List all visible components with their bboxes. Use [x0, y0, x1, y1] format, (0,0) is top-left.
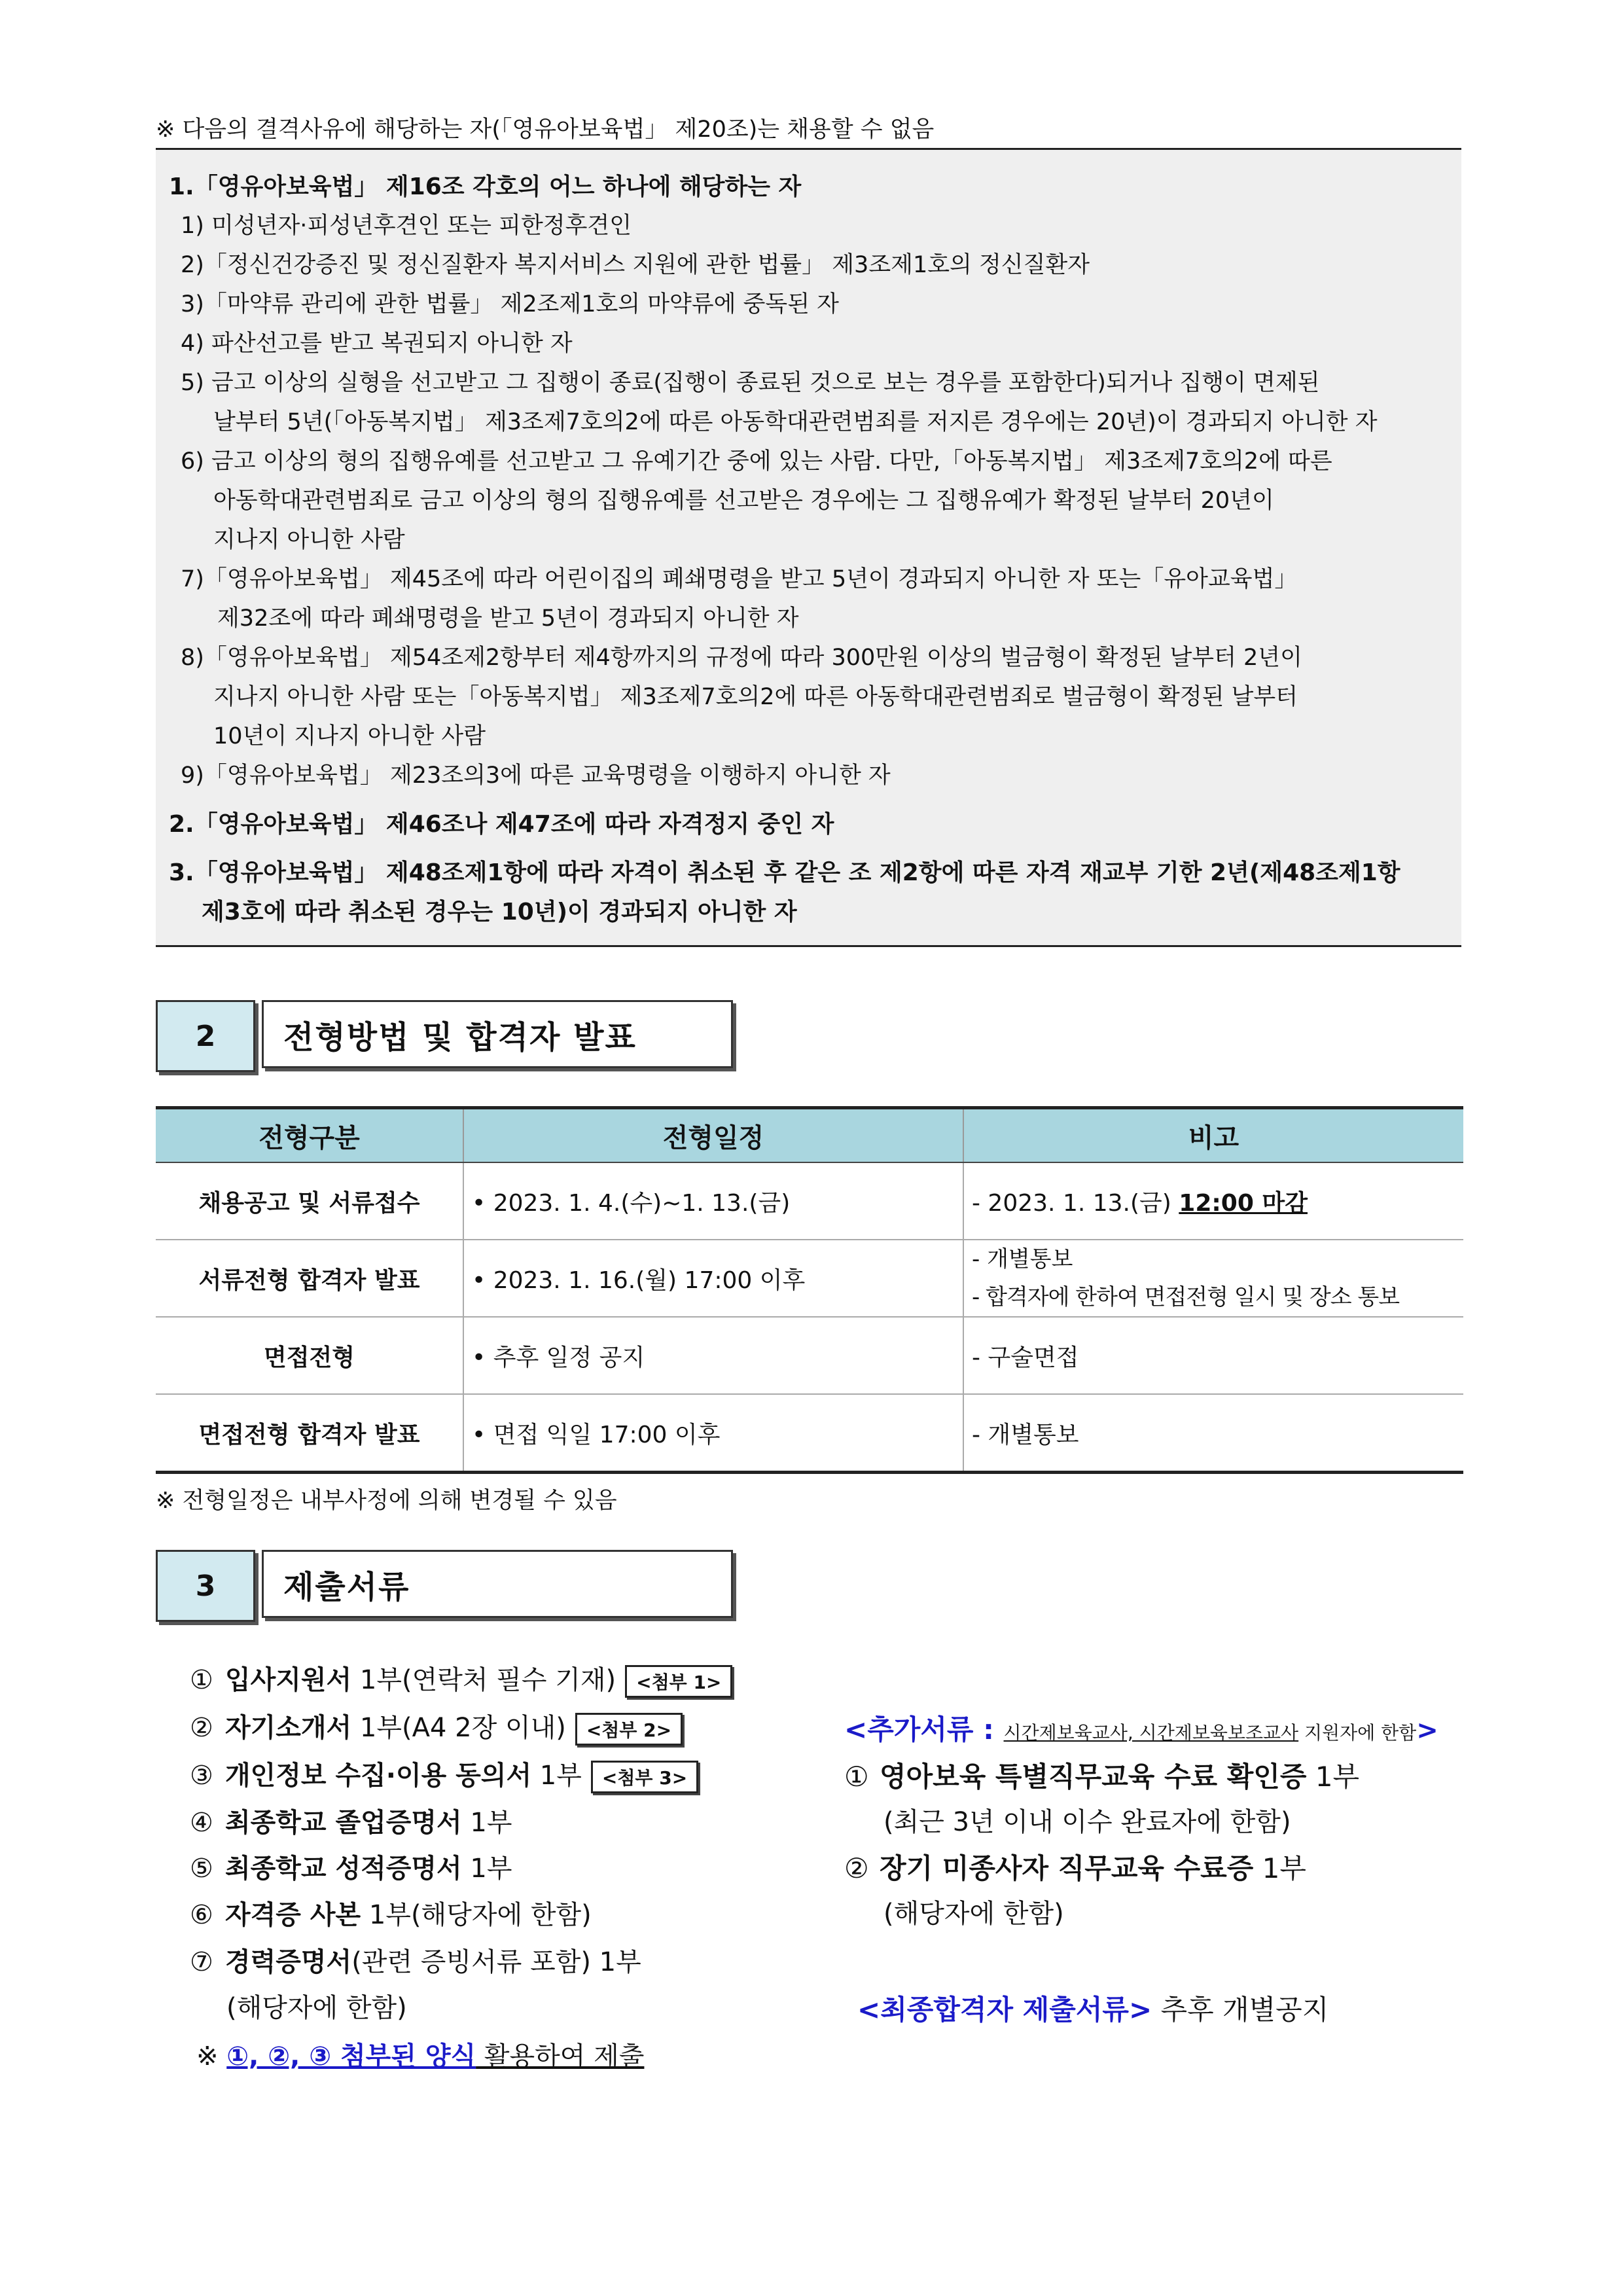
- document-name: 최종학교 성적증명서: [225, 1854, 462, 1884]
- item-number: ②: [844, 1852, 869, 1884]
- attached-forms-link: ①, ②, ③ 첨부된 양식: [226, 2041, 476, 2072]
- table-row: [156, 1240, 1463, 1317]
- disqualification-heading-3-cont: 제3호에 따라 취소된 경우는 10년)이 경과되지 아니한 자: [202, 899, 797, 925]
- date-cell: [463, 1240, 963, 1317]
- document-detail: 1부: [531, 1761, 582, 1791]
- document-detail: 1부(연락처 필수 기재): [351, 1665, 616, 1695]
- disqualification-heading-1: 1.「영유아보육법」 제16조 각호의 어느 하나에 해당하는 자: [169, 173, 802, 200]
- extra-docs-close: >: [1416, 1715, 1438, 1746]
- document-name: 입사지원서: [225, 1665, 352, 1695]
- extra-document-2: [844, 1847, 1306, 1886]
- disqualification-item-cont: 제32조에 따라 폐쇄명령을 받고 5년이 경과되지 아니한 자: [217, 605, 799, 632]
- disqualification-item: 6) 금고 이상의 형의 집행유예를 선고받고 그 유예기간 중에 있는 사람. 다만,「아동복지법」 제3조제7호의2에 따른: [181, 448, 1332, 475]
- disqualification-item-cont: 지나지 아니한 사람: [213, 527, 405, 553]
- date-cell: [463, 1162, 963, 1240]
- extra-docs-target: 시간제보육교사, 시간제보육보조교사: [1003, 1722, 1299, 1744]
- note-text: - 합격자에 한하여 면접전형 일시 및 장소 통보: [972, 1284, 1400, 1310]
- document-name: 경력증명서: [225, 1947, 352, 1977]
- column-header: 전형일정: [463, 1108, 963, 1163]
- table-row: [156, 1317, 1463, 1394]
- disqualification-item: 7)「영유아보육법」 제45조에 따라 어린이집의 폐쇄명령을 받고 5년이 경과되지 아니한 자 또는「유아교육법」: [181, 566, 1298, 592]
- document-detail: 1부: [1306, 1761, 1360, 1793]
- column-header: 비고: [963, 1108, 1463, 1163]
- document-detail: 1부: [1253, 1852, 1306, 1884]
- disqualification-item-cont: 10년이 지나지 아니한 사람: [213, 723, 486, 749]
- document-item-6: [190, 1894, 592, 1931]
- note-cell: [963, 1162, 1463, 1240]
- attachment-badge: <첨부 3>: [591, 1761, 698, 1793]
- disqualification-item: 9)「영유아보육법」 제23조의3에 따른 교육명령을 이행하지 아니한 자: [181, 762, 891, 789]
- table-row: [156, 1162, 1463, 1240]
- item-number: ①: [190, 1665, 213, 1695]
- document-name: 자기소개서: [225, 1713, 352, 1743]
- document-item-2: [190, 1707, 683, 1746]
- item-number: ⑦: [190, 1947, 213, 1977]
- item-number: ④: [190, 1808, 213, 1838]
- final-docs-label: <최종합격자 제출서류>: [857, 1994, 1152, 2026]
- disqualification-item-cont: 지나지 아니한 사람 또는「아동복지법」 제3조제7호의2에 따른 아동학대관련범죄로 벌금형이 확정된 날부터: [213, 684, 1298, 710]
- document-detail: 1부(해당자에 한함): [361, 1900, 592, 1930]
- document-item-7-cont: (해당자에 한함): [226, 1993, 407, 2023]
- extra-docs-heading: [844, 1708, 1438, 1748]
- extra-docs-target-rest: 지원자에 한함: [1298, 1722, 1417, 1744]
- disqualification-item: 4) 파산선고를 받고 복권되지 아니한 자: [181, 331, 573, 357]
- document-name: 장기 미종사자 직무교육 수료증: [880, 1852, 1254, 1884]
- note-cell: [963, 1240, 1463, 1317]
- table-header-row: [156, 1108, 1463, 1163]
- disqualification-item-cont: 날부터 5년(「아동복지법」 제3조제7호의2에 따른 아동학대관련범죄를 저지른 경우에는 20년)이 경과되지 아니한 자: [213, 409, 1378, 435]
- section-3-title: 제출서류: [262, 1550, 733, 1618]
- section-2-title: 전형방법 및 합격자 발표: [262, 1000, 733, 1068]
- item-number: ⑥: [190, 1900, 213, 1930]
- item-number: ③: [190, 1761, 213, 1791]
- date-cell: [463, 1394, 963, 1473]
- extra-document-2-cont: (해당자에 한함): [883, 1899, 1064, 1929]
- extra-document-1: [844, 1755, 1359, 1795]
- final-docs-text: 추후 개별공지: [1152, 1994, 1329, 2026]
- disqualification-heading-2: 2.「영유아보육법」 제46조나 제47조에 따라 자격정지 중인 자: [169, 811, 834, 838]
- extra-document-1-cont: (최근 3년 이내 이수 완료자에 한함): [883, 1807, 1291, 1837]
- disqualification-item: 1) 미성년자·피성년후견인 또는 피한정후견인: [181, 213, 632, 239]
- note-text: 활용하여 제출: [476, 2041, 645, 2072]
- table-row: [156, 1394, 1463, 1473]
- document-detail: 1부(A4 2장 이내): [351, 1713, 566, 1743]
- document-item-5: [190, 1848, 512, 1885]
- document-name: 개인정보 수집·이용 동의서: [225, 1761, 532, 1791]
- document-name: 자격증 사본: [225, 1900, 361, 1930]
- disqualification-item: 5) 금고 이상의 실형을 선고받고 그 집행이 종료(집행이 종료된 것으로 보는 경우를 포함한다)되거나 집행이 면제된: [181, 370, 1320, 396]
- schedule-footnote: ※ 전형일정은 내부사정에 의해 변경될 수 있음: [156, 1488, 617, 1514]
- extra-docs-label: <추가서류 :: [844, 1713, 1004, 1746]
- document-item-1: [190, 1659, 732, 1698]
- disqualification-item-cont: 아동학대관련범죄로 금고 이상의 형의 집행유예를 선고받은 경우에는 그 집행유예가 확정된 날부터 20년이: [213, 488, 1274, 514]
- document-item-3: [190, 1755, 698, 1793]
- document-item-4: [190, 1802, 512, 1839]
- note-cell: - 개별통보: [963, 1394, 1463, 1473]
- disqualification-heading-3: 3.「영유아보육법」 제48조제1항에 따라 자격이 취소된 후 같은 조 제2항에 따른 자격 재교부 기한 2년(제48조제1항: [169, 859, 1400, 886]
- note-cell: - 구술면접: [963, 1317, 1463, 1394]
- date-text: • 2023. 1. 16.(월) 17:00 이후: [472, 1267, 805, 1294]
- stage-cell: 채용공고 및 서류접수: [156, 1162, 463, 1240]
- document-detail: 1부: [461, 1854, 512, 1884]
- attachment-badge: <첨부 1>: [625, 1665, 732, 1698]
- item-number: ⑤: [190, 1854, 213, 1884]
- date-cell: [463, 1317, 963, 1394]
- disqualification-item: 8)「영유아보육법」 제54조제2항부터 제4항까지의 규정에 따라 300만원 이상의 벌금형이 확정된 날부터 2년이: [181, 645, 1302, 671]
- note-text: - 2023. 1. 13.(금): [972, 1189, 1179, 1217]
- document-detail: (관련 증빙서류 포함) 1부: [351, 1947, 641, 1977]
- date-text: • 2023. 1. 4.(수)~1. 13.(금): [472, 1190, 790, 1217]
- stage-cell: 면접전형: [156, 1317, 463, 1394]
- section-3-number: 3: [156, 1550, 255, 1622]
- schedule-table: [156, 1106, 1463, 1474]
- item-number: ②: [190, 1713, 213, 1743]
- note-mark: ※: [196, 2041, 227, 2072]
- disqualification-item: 3)「마약류 관리에 관한 법률」 제2조제1호의 마약류에 중독된 자: [181, 291, 839, 317]
- attachment-usage-note: [196, 2036, 644, 2073]
- column-header: 전형구분: [156, 1108, 463, 1163]
- document-name: 최종학교 졸업증명서: [225, 1808, 462, 1838]
- disqualification-intro: ※ 다음의 결격사유에 해당하는 자(「영유아보육법」 제20조)는 채용할 수 없음: [156, 117, 935, 143]
- document-item-7: [190, 1941, 641, 1979]
- date-text: • 면접 익일 17:00 이후: [472, 1422, 720, 1448]
- stage-cell: 서류전형 합격자 발표: [156, 1240, 463, 1317]
- final-docs-note: [857, 1988, 1329, 2028]
- item-number: ①: [844, 1761, 869, 1793]
- note-text: - 개별통보: [972, 1246, 1073, 1272]
- deadline-text: 12:00 마감: [1179, 1189, 1308, 1217]
- document-name: 영아보육 특별직무교육 수료 확인증: [880, 1761, 1307, 1793]
- disqualification-item: 2)「정신건강증진 및 정신질환자 복지서비스 지원에 관한 법률」 제3조제1호의 정신질환자: [181, 252, 1090, 278]
- section-2-number: 2: [156, 1000, 255, 1072]
- document-detail: 1부: [461, 1808, 512, 1838]
- disqualification-box: [156, 148, 1461, 947]
- stage-cell: 면접전형 합격자 발표: [156, 1394, 463, 1473]
- attachment-badge: <첨부 2>: [575, 1713, 683, 1746]
- date-text: • 추후 일정 공지: [472, 1344, 645, 1371]
